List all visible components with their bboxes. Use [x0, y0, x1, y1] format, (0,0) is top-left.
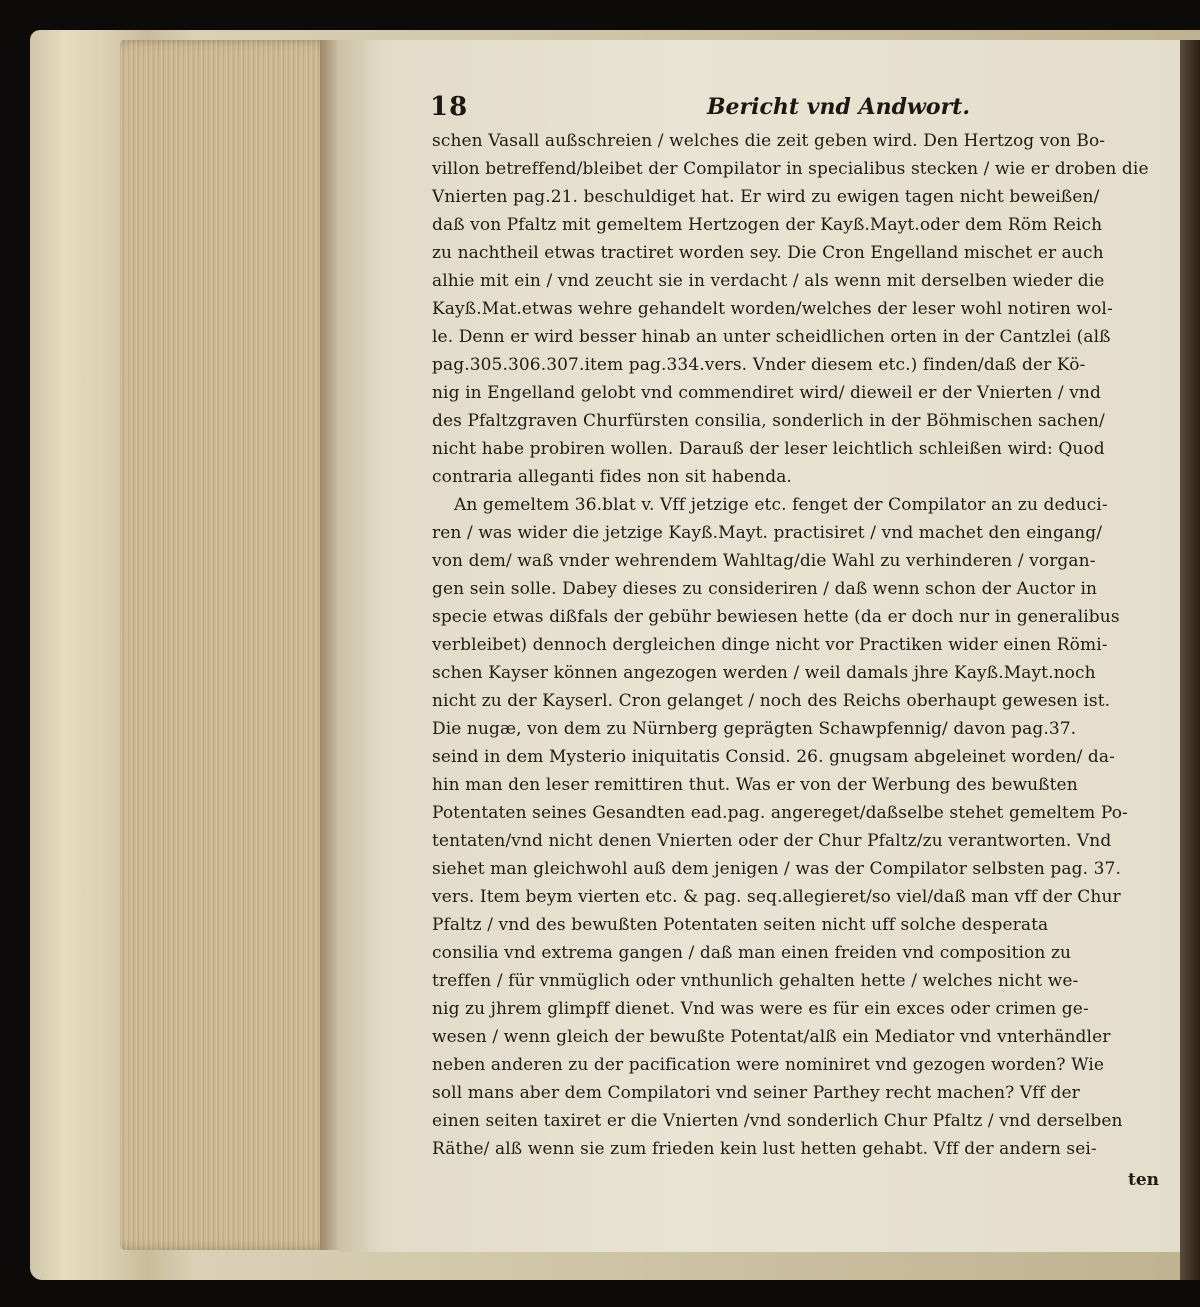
text-line: alhie mit ein / vnd zeucht sie in verdacht / als wenn mit derselben wieder die [432, 271, 1105, 291]
text-line: verbleibet) dennoch dergleichen dinge nicht vor Practiken wider einen Römi- [432, 635, 1108, 655]
text-line: soll mans aber dem Compilatori vnd seiner Parthey recht machen? Vff der [432, 1083, 1080, 1103]
text-line: contraria alleganti fides non sit habenda. [432, 467, 792, 487]
text-line: vers. Item beym vierten etc. & pag. seq.allegieret/so viel/daß man vff der Chur [432, 887, 1121, 907]
text-line: zu nachtheil etwas tractiret worden sey. Die Cron Engelland mischet er auch [432, 243, 1104, 263]
page-number: 18 [430, 92, 469, 122]
text-line: treffen / für vnmüglich oder vnthunlich gehalten hette / welches nicht we- [432, 971, 1079, 991]
text-line: villon betreffend/bleibet der Compilator in specialibus stecken / wie er droben die [432, 159, 1149, 179]
running-title: Bericht vnd Andwort. [706, 94, 970, 120]
body-text [432, 127, 1192, 1163]
text-line: nicht zu der Kayserl. Cron gelanget / noch des Reichs oberhaupt gewesen ist. [432, 691, 1111, 711]
text-line: Potentaten seines Gesandten ead.pag. angereget/daßselbe stehet gemeltem Po- [432, 803, 1128, 823]
text-line: siehet man gleichwohl auß dem jenigen / was der Compilator selbsten pag. 37. [432, 859, 1121, 879]
text-line: hin man den leser remittiren thut. Was er von der Werbung des bewußten [432, 775, 1078, 795]
text-line: le. Denn er wird besser hinab an unter scheidlichen orten in der Cantzlei (alß [432, 327, 1111, 347]
text-line: An gemeltem 36.blat v. Vff jetzige etc. fenget der Compilator an zu deduci- [454, 495, 1108, 515]
text-line: schen Kayser können angezogen werden / weil damals jhre Kayß.Mayt.noch [432, 663, 1096, 683]
text-line: daß von Pfaltz mit gemeltem Hertzogen der Kayß.Mayt.oder dem Röm Reich [432, 215, 1103, 235]
text-line: Die nugæ, von dem zu Nürnberg geprägten Schawpfennig/ davon pag.37. [432, 719, 1077, 739]
text-line: Pfaltz / vnd des bewußten Potentaten seiten nicht uff solche desperata [432, 915, 1049, 935]
text-line: nig zu jhrem glimpff dienet. Vnd was were es für ein exces oder crimen ge- [432, 999, 1089, 1019]
text-line: pag.305.306.307.item pag.334.vers. Vnder diesem etc.) finden/daß der Kö- [432, 355, 1086, 375]
text-line: consilia vnd extrema gangen / daß man einen freiden vnd composition zu [432, 943, 1072, 963]
catchword: ten [1128, 1170, 1160, 1190]
text-line: seind in dem Mysterio iniquitatis Consid. 26. gnugsam abgeleinet worden/ da- [432, 747, 1115, 767]
text-line: Vnierten pag.21. beschuldiget hat. Er wird zu ewigen tagen nicht beweißen/ [432, 187, 1100, 207]
page-block-edge [120, 40, 340, 1250]
running-head [430, 92, 970, 124]
text-line: von dem/ waß vnder wehrendem Wahltag/die Wahl zu verhinderen / vorgan- [432, 551, 1096, 571]
text-line: des Pfaltzgraven Churfürsten consilia, sonderlich in der Böhmischen sachen/ [432, 411, 1105, 431]
text-line: neben anderen zu der pacification were nominiret vnd gezogen worden? Wie [432, 1055, 1105, 1075]
text-line: Kayß.Mat.etwas wehre gehandelt worden/welches der leser wohl notiren wol- [432, 299, 1113, 319]
text-line: Räthe/ alß wenn sie zum frieden kein lust hetten gehabt. Vff der andern sei- [432, 1139, 1097, 1159]
text-line: ren / was wider die jetzige Kayß.Mayt. practisiret / vnd machet den eingang/ [432, 523, 1103, 543]
text-line: specie etwas dißfals der gebühr bewiesen hette (da er doch nur in generalibus [432, 607, 1120, 627]
text-line: nig in Engelland gelobt vnd commendiret wird/ dieweil er der Vnierten / vnd [432, 383, 1101, 403]
text-line: schen Vasall außschreien / welches die zeit geben wird. Den Hertzog von Bo- [432, 131, 1106, 151]
text-line: tentaten/vnd nicht denen Vnierten oder der Chur Pfaltz/zu verantworten. Vnd [432, 831, 1112, 851]
text-line: einen seiten taxiret er die Vnierten /vnd sonderlich Chur Pfaltz / vnd derselben [432, 1111, 1123, 1131]
text-line: gen sein solle. Dabey dieses zu consideriren / daß wenn schon der Auctor in [432, 579, 1098, 599]
text-line: nicht habe probiren wollen. Darauß der leser leichtlich schleißen wird: Quod [432, 439, 1105, 459]
text-line: wesen / wenn gleich der bewußte Potentat/alß ein Mediator vnd vnterhändler [432, 1027, 1111, 1047]
